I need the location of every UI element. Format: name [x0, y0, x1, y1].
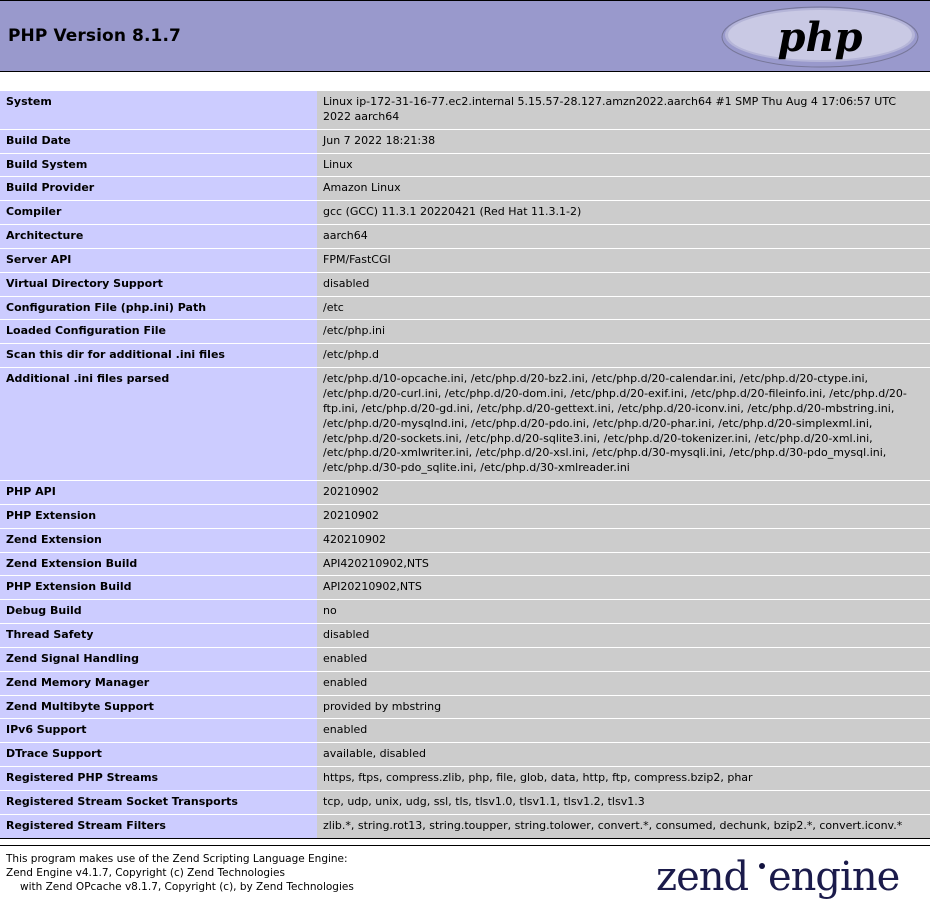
row-value: zlib.*, string.rot13, string.toupper, string.tolower, convert.*, consumed, dechunk, bzip2.*, convert.iconv.* — [317, 814, 930, 838]
row-value: Jun 7 2022 18:21:38 — [317, 129, 930, 153]
row-key: DTrace Support — [0, 743, 317, 767]
row-key: Virtual Directory Support — [0, 272, 317, 296]
row-value: gcc (GCC) 11.3.1 20220421 (Red Hat 11.3.1-2) — [317, 201, 930, 225]
row-value: /etc/php.ini — [317, 320, 930, 344]
row-value: tcp, udp, unix, udg, ssl, tls, tlsv1.0, tlsv1.1, tlsv1.2, tlsv1.3 — [317, 791, 930, 815]
row-key: Registered Stream Socket Transports — [0, 791, 317, 815]
row-key: Build Date — [0, 129, 317, 153]
row-value: no — [317, 600, 930, 624]
row-key: Zend Multibyte Support — [0, 695, 317, 719]
table-row — [0, 695, 930, 719]
row-key: Loaded Configuration File — [0, 320, 317, 344]
zend-engine-logo-icon — [656, 850, 926, 902]
row-value: API20210902,NTS — [317, 576, 930, 600]
row-key: Configuration File (php.ini) Path — [0, 296, 317, 320]
phpinfo-table-body — [0, 91, 930, 839]
row-key: Registered Stream Filters — [0, 814, 317, 838]
row-key: Architecture — [0, 225, 317, 249]
row-key: Server API — [0, 248, 317, 272]
table-row — [0, 671, 930, 695]
table-row — [0, 129, 930, 153]
row-key: PHP API — [0, 481, 317, 505]
zend-credit-line3: with Zend OPcache v8.1.7, Copyright (c), by Zend Technologies — [20, 881, 354, 894]
table-row — [0, 767, 930, 791]
table-row — [0, 647, 930, 671]
svg-text:engine: engine — [768, 853, 900, 900]
row-key: Zend Signal Handling — [0, 647, 317, 671]
row-key: Zend Extension — [0, 528, 317, 552]
table-row — [0, 296, 930, 320]
row-key: Thread Safety — [0, 624, 317, 648]
phpinfo-table — [0, 90, 930, 839]
row-value: Linux — [317, 153, 930, 177]
table-row — [0, 624, 930, 648]
zend-credit-line2: Zend Engine v4.1.7, Copyright (c) Zend Technologies — [6, 866, 285, 879]
table-row — [0, 177, 930, 201]
row-key: Build System — [0, 153, 317, 177]
table-row — [0, 600, 930, 624]
row-value: enabled — [317, 647, 930, 671]
page-header — [0, 0, 930, 72]
svg-text:php: php — [777, 14, 863, 61]
row-value: provided by mbstring — [317, 695, 930, 719]
row-value: FPM/FastCGI — [317, 248, 930, 272]
row-value: API420210902,NTS — [317, 552, 930, 576]
page-title: PHP Version 8.1.7 — [8, 26, 181, 46]
row-value: Amazon Linux — [317, 177, 930, 201]
table-row — [0, 153, 930, 177]
row-value: aarch64 — [317, 225, 930, 249]
page-footer — [0, 845, 930, 905]
row-value: 420210902 — [317, 528, 930, 552]
row-key: Scan this dir for additional .ini files — [0, 344, 317, 368]
row-value: disabled — [317, 624, 930, 648]
table-row — [0, 344, 930, 368]
table-row — [0, 272, 930, 296]
table-row — [0, 576, 930, 600]
table-row — [0, 91, 930, 130]
row-key: Registered PHP Streams — [0, 767, 317, 791]
svg-text:zend: zend — [656, 853, 749, 900]
table-row — [0, 552, 930, 576]
row-key: Compiler — [0, 201, 317, 225]
row-key: IPv6 Support — [0, 719, 317, 743]
table-row — [0, 320, 930, 344]
table-row — [0, 248, 930, 272]
table-row — [0, 814, 930, 838]
row-key: Zend Memory Manager — [0, 671, 317, 695]
header-spacer — [0, 72, 930, 90]
zend-credit-line1: This program makes use of the Zend Scripting Language Engine: — [6, 852, 348, 865]
table-row — [0, 528, 930, 552]
php-logo-icon — [720, 5, 920, 69]
table-row — [0, 368, 930, 481]
row-key: Additional .ini files parsed — [0, 368, 317, 481]
row-value: /etc/php.d — [317, 344, 930, 368]
row-value: /etc — [317, 296, 930, 320]
row-key: PHP Extension Build — [0, 576, 317, 600]
row-key: Debug Build — [0, 600, 317, 624]
row-value: Linux ip-172-31-16-77.ec2.internal 5.15.57-28.127.amzn2022.aarch64 #1 SMP Thu Aug 4 17:06:57 UTC 2022 aarch64 — [317, 91, 930, 130]
table-row — [0, 481, 930, 505]
row-value: available, disabled — [317, 743, 930, 767]
table-row — [0, 504, 930, 528]
table-row — [0, 201, 930, 225]
row-value: disabled — [317, 272, 930, 296]
row-value: /etc/php.d/10-opcache.ini, /etc/php.d/20-bz2.ini, /etc/php.d/20-calendar.ini, /etc/php.d/20-ctype.ini, /etc/php.d/20-curl.ini, /etc/php.d/20-dom.ini, /etc/php.d/20-exif.ini, /etc/php.d/20-fileinfo.ini, /etc/php.d/20-ftp.ini, /etc/php.d/20-gd.ini, /etc/php.d/20-gettext.ini, /etc/php.d/20-iconv.ini, /etc/php.d/20-mbstring.ini, /etc/php.d/20-mysqlnd.ini, /etc/php.d/20-pdo.ini, /etc/php.d/20-phar.ini, /etc/php.d/20-simplexml.ini, /etc/php.d/20-sockets.ini, /etc/php.d/20-sqlite3.ini, /etc/php.d/20-tokenizer.ini, /etc/php.d/20-xml.ini, /etc/php.d/20-xmlwriter.ini, /etc/php.d/20-xsl.ini, /etc/php.d/30-mysqli.ini, /etc/php.d/30-pdo_mysql.ini, /etc/php.d/30-pdo_sqlite.ini, /etc/php.d/30-xmlreader.ini — [317, 368, 930, 481]
row-value: https, ftps, compress.zlib, php, file, glob, data, http, ftp, compress.bzip2, phar — [317, 767, 930, 791]
row-key: System — [0, 91, 317, 130]
table-row — [0, 743, 930, 767]
row-key: Build Provider — [0, 177, 317, 201]
table-row — [0, 791, 930, 815]
row-key: Zend Extension Build — [0, 552, 317, 576]
table-row — [0, 225, 930, 249]
row-value: 20210902 — [317, 504, 930, 528]
table-row — [0, 719, 930, 743]
row-value: enabled — [317, 719, 930, 743]
row-value: 20210902 — [317, 481, 930, 505]
row-value: enabled — [317, 671, 930, 695]
row-key: PHP Extension — [0, 504, 317, 528]
